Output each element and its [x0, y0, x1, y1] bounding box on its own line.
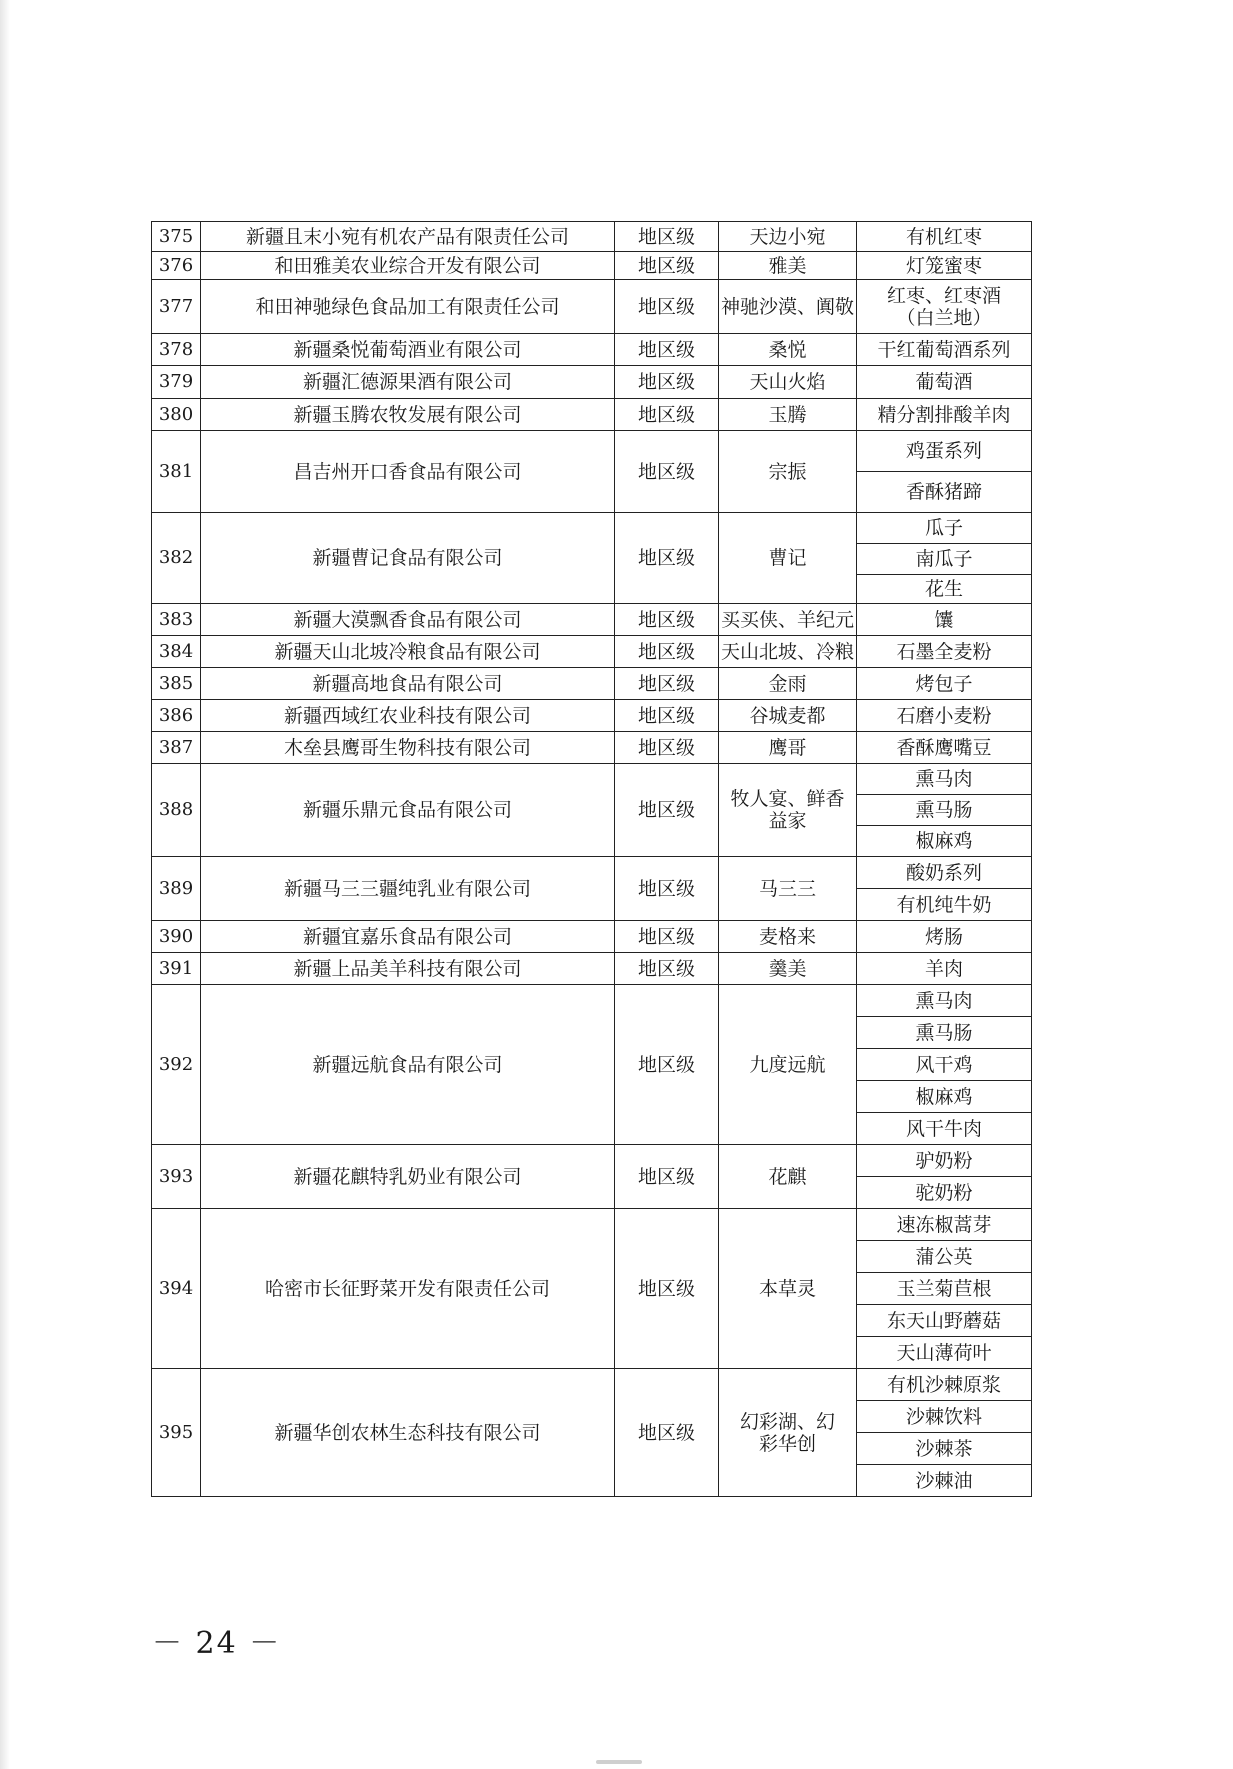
product-cell: 椒麻鸡: [857, 826, 1032, 857]
product-cell: 风干鸡: [857, 1049, 1032, 1081]
table-row: [152, 252, 1032, 280]
company-name-cell: 新疆西域红农业科技有限公司: [201, 700, 615, 732]
row-number-cell: 385: [152, 668, 201, 700]
level-cell: 地区级: [615, 1209, 719, 1369]
brand-cell: 鹰哥: [719, 732, 857, 764]
company-name-cell: 新疆玉腾农牧发展有限公司: [201, 399, 615, 431]
level-cell: 地区级: [615, 985, 719, 1145]
product-cell: 南瓜子: [857, 544, 1032, 575]
product-cell: 蒲公英: [857, 1241, 1032, 1273]
page-edge: [0, 0, 10, 1769]
level-cell: 地区级: [615, 604, 719, 636]
level-cell: 地区级: [615, 252, 719, 280]
table-row: [152, 764, 1032, 795]
brand-cell: 九度远航: [719, 985, 857, 1145]
brand-cell: 麦格来: [719, 921, 857, 953]
company-name-cell: 和田雅美农业综合开发有限公司: [201, 252, 615, 280]
brand-cell: 谷城麦都: [719, 700, 857, 732]
enterprise-table-body: [152, 222, 1032, 1497]
brand-cell: 花麒: [719, 1145, 857, 1209]
product-cell: 烤包子: [857, 668, 1032, 700]
brand-cell: 马三三: [719, 857, 857, 921]
row-number-cell: 395: [152, 1369, 201, 1497]
product-cell: 速冻椒蒿芽: [857, 1209, 1032, 1241]
product-cell: 沙棘油: [857, 1465, 1032, 1497]
row-number-cell: 379: [152, 366, 201, 399]
product-cell: 熏马肉: [857, 985, 1032, 1017]
row-number-cell: 386: [152, 700, 201, 732]
brand-cell: 神驰沙漠、阗敬: [719, 280, 857, 334]
row-number-cell: 393: [152, 1145, 201, 1209]
product-cell: 香酥猪蹄: [857, 472, 1032, 513]
enterprise-table: [151, 221, 1032, 1497]
product-cell: 天山薄荷叶: [857, 1337, 1032, 1369]
product-cell: 熏马肠: [857, 795, 1032, 826]
brand-cell: 天山北坡、冷粮: [719, 636, 857, 668]
table-row: [152, 222, 1032, 252]
company-name-cell: 新疆马三三疆纯乳业有限公司: [201, 857, 615, 921]
row-number-cell: 388: [152, 764, 201, 857]
product-cell: 烤肠: [857, 921, 1032, 953]
level-cell: 地区级: [615, 334, 719, 366]
product-cell: 干红葡萄酒系列: [857, 334, 1032, 366]
table-row: [152, 636, 1032, 668]
product-cell: 熏马肉: [857, 764, 1032, 795]
level-cell: 地区级: [615, 1369, 719, 1497]
brand-cell: 金雨: [719, 668, 857, 700]
row-number-cell: 390: [152, 921, 201, 953]
level-cell: 地区级: [615, 857, 719, 921]
table-row: [152, 1209, 1032, 1241]
product-cell: 东天山野蘑菇: [857, 1305, 1032, 1337]
company-name-cell: 新疆汇德源果酒有限公司: [201, 366, 615, 399]
page-number: － 24 －: [152, 1626, 282, 1661]
table-row: [152, 857, 1032, 889]
product-cell: 鸡蛋系列: [857, 431, 1032, 472]
level-cell: 地区级: [615, 732, 719, 764]
product-cell: 葡萄酒: [857, 366, 1032, 399]
row-number-cell: 387: [152, 732, 201, 764]
company-name-cell: 新疆天山北坡冷粮食品有限公司: [201, 636, 615, 668]
table-row: [152, 431, 1032, 472]
company-name-cell: 新疆且末小宛有机农产品有限责任公司: [201, 222, 615, 252]
table-row: [152, 921, 1032, 953]
company-name-cell: 新疆华创农林生态科技有限公司: [201, 1369, 615, 1497]
company-name-cell: 新疆曹记食品有限公司: [201, 513, 615, 604]
company-name-cell: 哈密市长征野菜开发有限责任公司: [201, 1209, 615, 1369]
row-number-cell: 383: [152, 604, 201, 636]
brand-cell: 天边小宛: [719, 222, 857, 252]
product-cell: 驼奶粉: [857, 1177, 1032, 1209]
level-cell: 地区级: [615, 1145, 719, 1209]
company-name-cell: 昌吉州开口香食品有限公司: [201, 431, 615, 513]
product-cell: 沙棘饮料: [857, 1401, 1032, 1433]
product-cell: 沙棘茶: [857, 1433, 1032, 1465]
table-row: [152, 604, 1032, 636]
product-cell: 玉兰菊苣根: [857, 1273, 1032, 1305]
table-row: [152, 280, 1032, 334]
row-number-cell: 381: [152, 431, 201, 513]
table-row: [152, 513, 1032, 544]
product-cell: 馕: [857, 604, 1032, 636]
product-cell: 酸奶系列: [857, 857, 1032, 889]
brand-cell: 本草灵: [719, 1209, 857, 1369]
product-cell: 有机沙棘原浆: [857, 1369, 1032, 1401]
table-row: [152, 700, 1032, 732]
company-name-cell: 新疆花麒特乳奶业有限公司: [201, 1145, 615, 1209]
table-row: [152, 1145, 1032, 1177]
company-name-cell: 新疆上品美羊科技有限公司: [201, 953, 615, 985]
table-row: [152, 985, 1032, 1017]
row-number-cell: 391: [152, 953, 201, 985]
level-cell: 地区级: [615, 764, 719, 857]
row-number-cell: 394: [152, 1209, 201, 1369]
row-number-cell: 384: [152, 636, 201, 668]
table-row: [152, 399, 1032, 431]
product-cell: 驴奶粉: [857, 1145, 1032, 1177]
row-number-cell: 378: [152, 334, 201, 366]
company-name-cell: 新疆桑悦葡萄酒业有限公司: [201, 334, 615, 366]
row-number-cell: 382: [152, 513, 201, 604]
brand-cell: 雅美: [719, 252, 857, 280]
product-cell: 香酥鹰嘴豆: [857, 732, 1032, 764]
level-cell: 地区级: [615, 921, 719, 953]
row-number-cell: 375: [152, 222, 201, 252]
level-cell: 地区级: [615, 513, 719, 604]
brand-cell: 玉腾: [719, 399, 857, 431]
level-cell: 地区级: [615, 431, 719, 513]
level-cell: 地区级: [615, 700, 719, 732]
product-cell: 红枣、红枣酒（白兰地）: [857, 280, 1032, 334]
product-cell: 羊肉: [857, 953, 1032, 985]
table-row: [152, 366, 1032, 399]
product-cell: 石磨小麦粉: [857, 700, 1032, 732]
company-name-cell: 新疆大漠飘香食品有限公司: [201, 604, 615, 636]
table-row: [152, 1369, 1032, 1401]
level-cell: 地区级: [615, 222, 719, 252]
level-cell: 地区级: [615, 636, 719, 668]
product-cell: 灯笼蜜枣: [857, 252, 1032, 280]
product-cell: 有机红枣: [857, 222, 1032, 252]
company-name-cell: 新疆乐鼎元食品有限公司: [201, 764, 615, 857]
table-row: [152, 668, 1032, 700]
product-cell: 瓜子: [857, 513, 1032, 544]
brand-cell: 幻彩湖、幻彩华创: [719, 1369, 857, 1497]
product-cell: 花生: [857, 575, 1032, 604]
product-cell: 有机纯牛奶: [857, 889, 1032, 921]
brand-cell: 羹美: [719, 953, 857, 985]
table-row: [152, 732, 1032, 764]
product-cell: 风干牛肉: [857, 1113, 1032, 1145]
brand-cell: 曹记: [719, 513, 857, 604]
scan-mark: [596, 1760, 642, 1764]
table-row: [152, 953, 1032, 985]
level-cell: 地区级: [615, 280, 719, 334]
company-name-cell: 新疆宜嘉乐食品有限公司: [201, 921, 615, 953]
brand-cell: 桑悦: [719, 334, 857, 366]
row-number-cell: 376: [152, 252, 201, 280]
product-cell: 椒麻鸡: [857, 1081, 1032, 1113]
level-cell: 地区级: [615, 668, 719, 700]
brand-cell: 买买侠、羊纪元: [719, 604, 857, 636]
level-cell: 地区级: [615, 399, 719, 431]
product-cell: 石墨全麦粉: [857, 636, 1032, 668]
row-number-cell: 392: [152, 985, 201, 1145]
company-name-cell: 木垒县鹰哥生物科技有限公司: [201, 732, 615, 764]
level-cell: 地区级: [615, 366, 719, 399]
company-name-cell: 新疆远航食品有限公司: [201, 985, 615, 1145]
row-number-cell: 377: [152, 280, 201, 334]
company-name-cell: 新疆高地食品有限公司: [201, 668, 615, 700]
company-name-cell: 和田神驰绿色食品加工有限责任公司: [201, 280, 615, 334]
brand-cell: 天山火焰: [719, 366, 857, 399]
brand-cell: 牧人宴、鲜香益家: [719, 764, 857, 857]
brand-cell: 宗振: [719, 431, 857, 513]
product-cell: 精分割排酸羊肉: [857, 399, 1032, 431]
product-cell: 熏马肠: [857, 1017, 1032, 1049]
level-cell: 地区级: [615, 953, 719, 985]
row-number-cell: 380: [152, 399, 201, 431]
row-number-cell: 389: [152, 857, 201, 921]
table-row: [152, 334, 1032, 366]
